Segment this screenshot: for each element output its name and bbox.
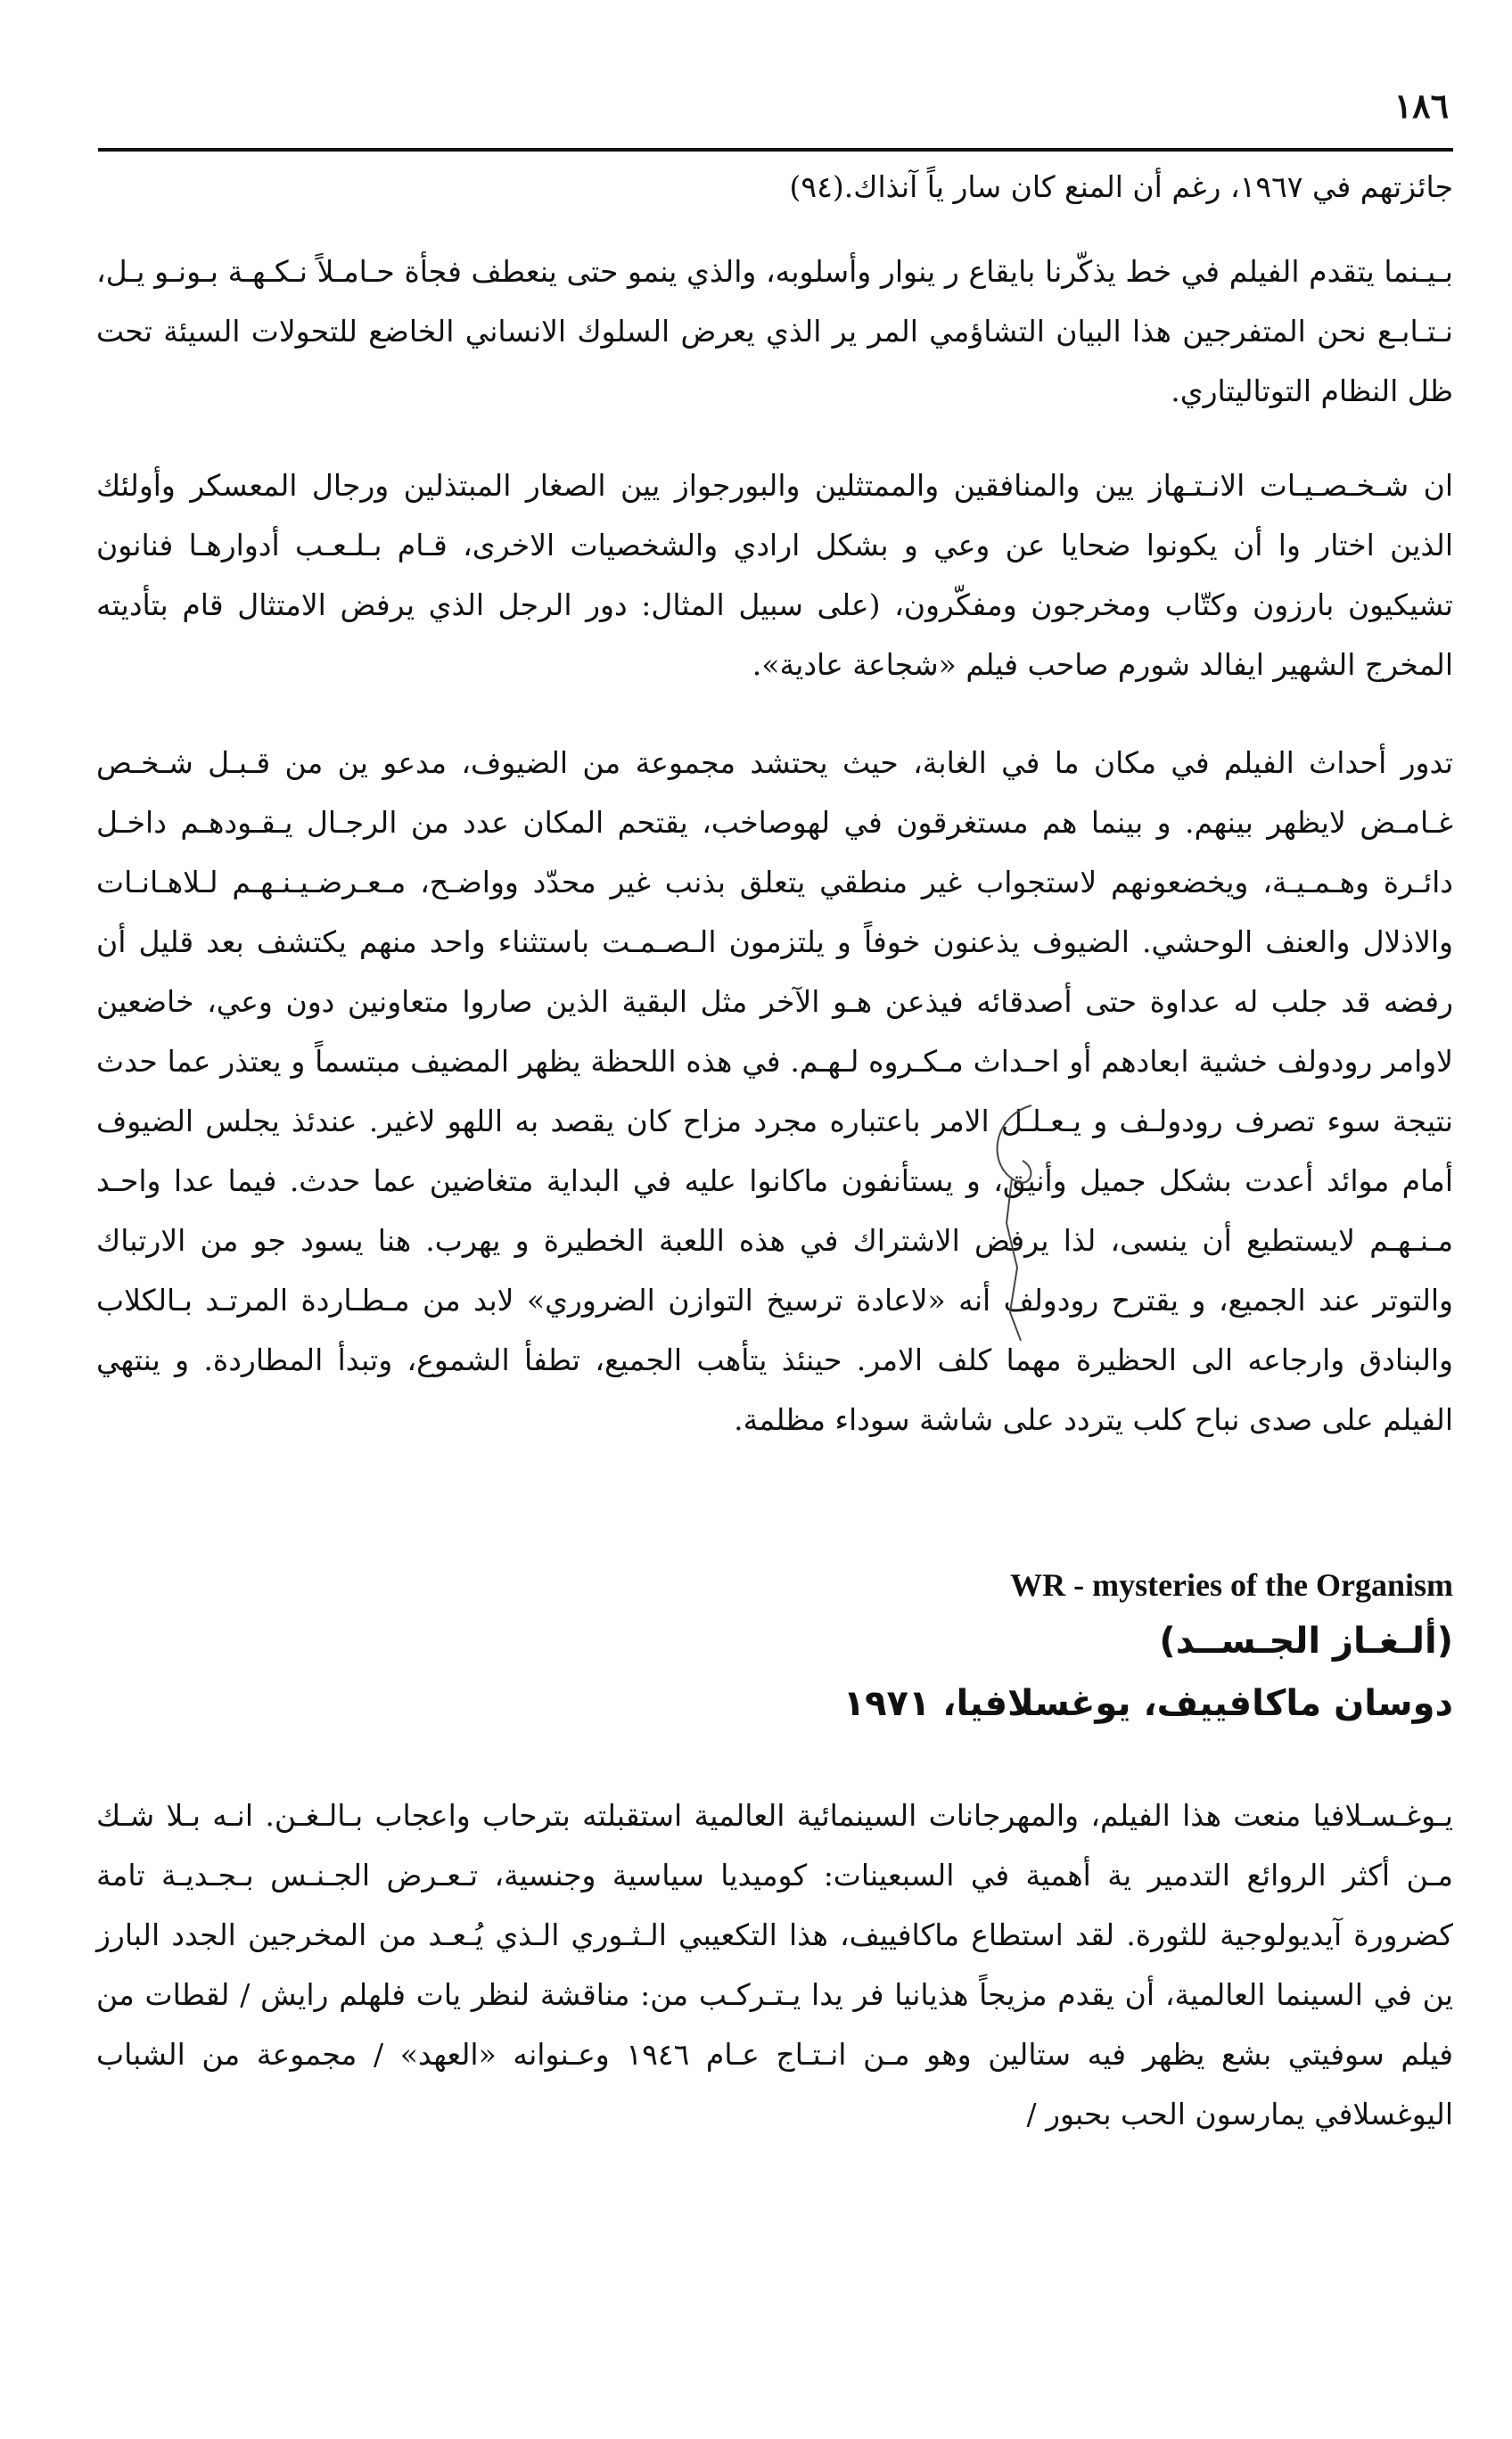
paragraph-text: جائزتهم في ١٩٦٧، رغم أن المنع كان سار ياً آنذاك.(٩٤) — [789, 169, 1453, 204]
header-rule — [98, 148, 1453, 152]
paragraph — [96, 1786, 1453, 2144]
paragraph — [96, 456, 1453, 694]
paragraph-text: يـوغـسـلافيا منعت هذا الفيلم، والمهرجانات السينمائية العالمية استقبلته بترحاب واعجاب بـالـغـن. انـه بـلا شـك مـن أكثر الروائع التدمير ية أهمية في السبعينات: كوميديا سياسية وجنسية، تـعـرض الجـنـس بـجـديـة تامة كضرورة آيديولوجية للثورة. لقد استطاع ماكافييف، هذا التكعيبي الـثـوري الـذي يُـعـد من المخرجين الجدد البارز ين في السينما العالمية، أن يقدم مزيجاً هذيانيا فر يدا يـتـركـب من: مناقشة لنظر يات فلهلم رايش / لقطات من فيلم سوفيتي بشع يظهر فيه ستالين وهو مـن انـتـاج عـام ١٩٤٦ وعـنوانه «العهد» / مجموعة من الشباب اليوغسلافي يمارسون الحب بحبور / — [96, 1798, 1453, 2131]
paragraph-continuation — [96, 157, 1453, 217]
film-title-english: WR - mysteries of the Organism — [1010, 1567, 1453, 1603]
paragraph — [96, 242, 1453, 421]
film-credit: دوسان ماكافييف، يوغسلافيا، ١٩٧١ — [842, 1683, 1453, 1724]
film-title-arabic: (ألـغـاز الجـســد) — [1159, 1621, 1453, 1662]
paragraph-text: ان شـخـصـيـات الانـتـهاز يين والمنافقين والممتثلين والبورجواز يين الصغار المبتذلين ورجال المعسكر وأولئك الذين اختار وا أن يكونوا ضحايا عن وعي و بشكل ارادي والشخصيات الاخرى، قـام بـلـعـب أدوارهـا فنانون تشيكيون بارزون وكتّاب ومخرجون ومفكّرون، (على سبيل المثال: دور الرجل الذي يرفض الامتثال قام بتأديته المخرج الشهير ايفالد شورم صاحب فيلم «شجاعة عادية». — [96, 468, 1453, 682]
paragraph-text: بـيـنما يتقدم الفيلم في خط يذكّرنا بايقاع ر ينوار وأسلوبه، والذي ينمو حتى ينعطف فجأة حـامـلاً نـكـهـة بـونـو يـل، نـتـابـع نحن المتفرجين هذا البيان التشاؤمي المر ير الذي يعرض السلوك الانساني الخاضع للتحولات السيئة تحت ظل النظام التوتاليتاري. — [96, 254, 1453, 408]
paragraph — [96, 733, 1453, 1449]
pencil-mark-icon — [976, 1098, 1056, 1348]
paragraph-text: تدور أحداث الفيلم في مكان ما في الغابة، حيث يحتشد مجموعة من الضيوف، مدعو ين من قـبـل شـخـص غـامـض لايظهر بينهم. و بينما هم مستغرقون في لهوصاخب، يقتحم المكان عدد من الرجـال يـقـودهـم داخـل دائـرة وهـمـيـة، ويخضعونهم لاستجواب غير منطقي يتعلق بذنب غير محدّد وواضـح، مـعـرضـيـنـهـم لـلاهـانـات والاذلال والعنف الوحشي. الضيوف يذعنون خوفاً و يلتزمون الـصـمـت باستثناء واحد منهم يكتشف بعد قليل أن رفضه قد جلب له عداوة حتى أصدقائه فيذعن هـو الآخر مثل البقية الذين صاروا متعاونين دون وعي، خاضعين لاوامر رودولف خشية ابعادهم أو احـداث مـكـروه لـهـم. في هذه اللحظة يظهر المضيف مبتسماً و يعتذر عما حدث نتيجة سوء تصرف رودولـف و يـعـلـل الامر باعتباره مجرد مزاح كان يقصد به اللهو لاغير. عندئذ يجلس الضيوف أمام موائد أعدت بشكل جميل وأنيق، و يستأنفون ماكانوا عليه في البداية متغاضين عما حدث. فيما عدا واحـد مـنـهـم لايستطيع أن ينسى، لذا يرفض الاشتراك في هذه اللعبة الخطيرة و يهرب. هنا يسود جو من الارتباك والتوتر عند الجميع، و يقترح رودولف أنه «لاعادة ترسيخ التوازن الضروري» لابد من مـطـاردة المرتـد بـالكلاب والبنادق وارجاعه الى الحظيرة مهما كلف الامر. حينئذ يتأهب الجميع، تطفأ الشموع، وتبدأ المطاردة. و ينتهي الفيلم على صدى نباح كلب يتردد على شاشة سوداء مظلمة. — [96, 745, 1453, 1437]
page-number: ١٨٦ — [1393, 86, 1449, 126]
